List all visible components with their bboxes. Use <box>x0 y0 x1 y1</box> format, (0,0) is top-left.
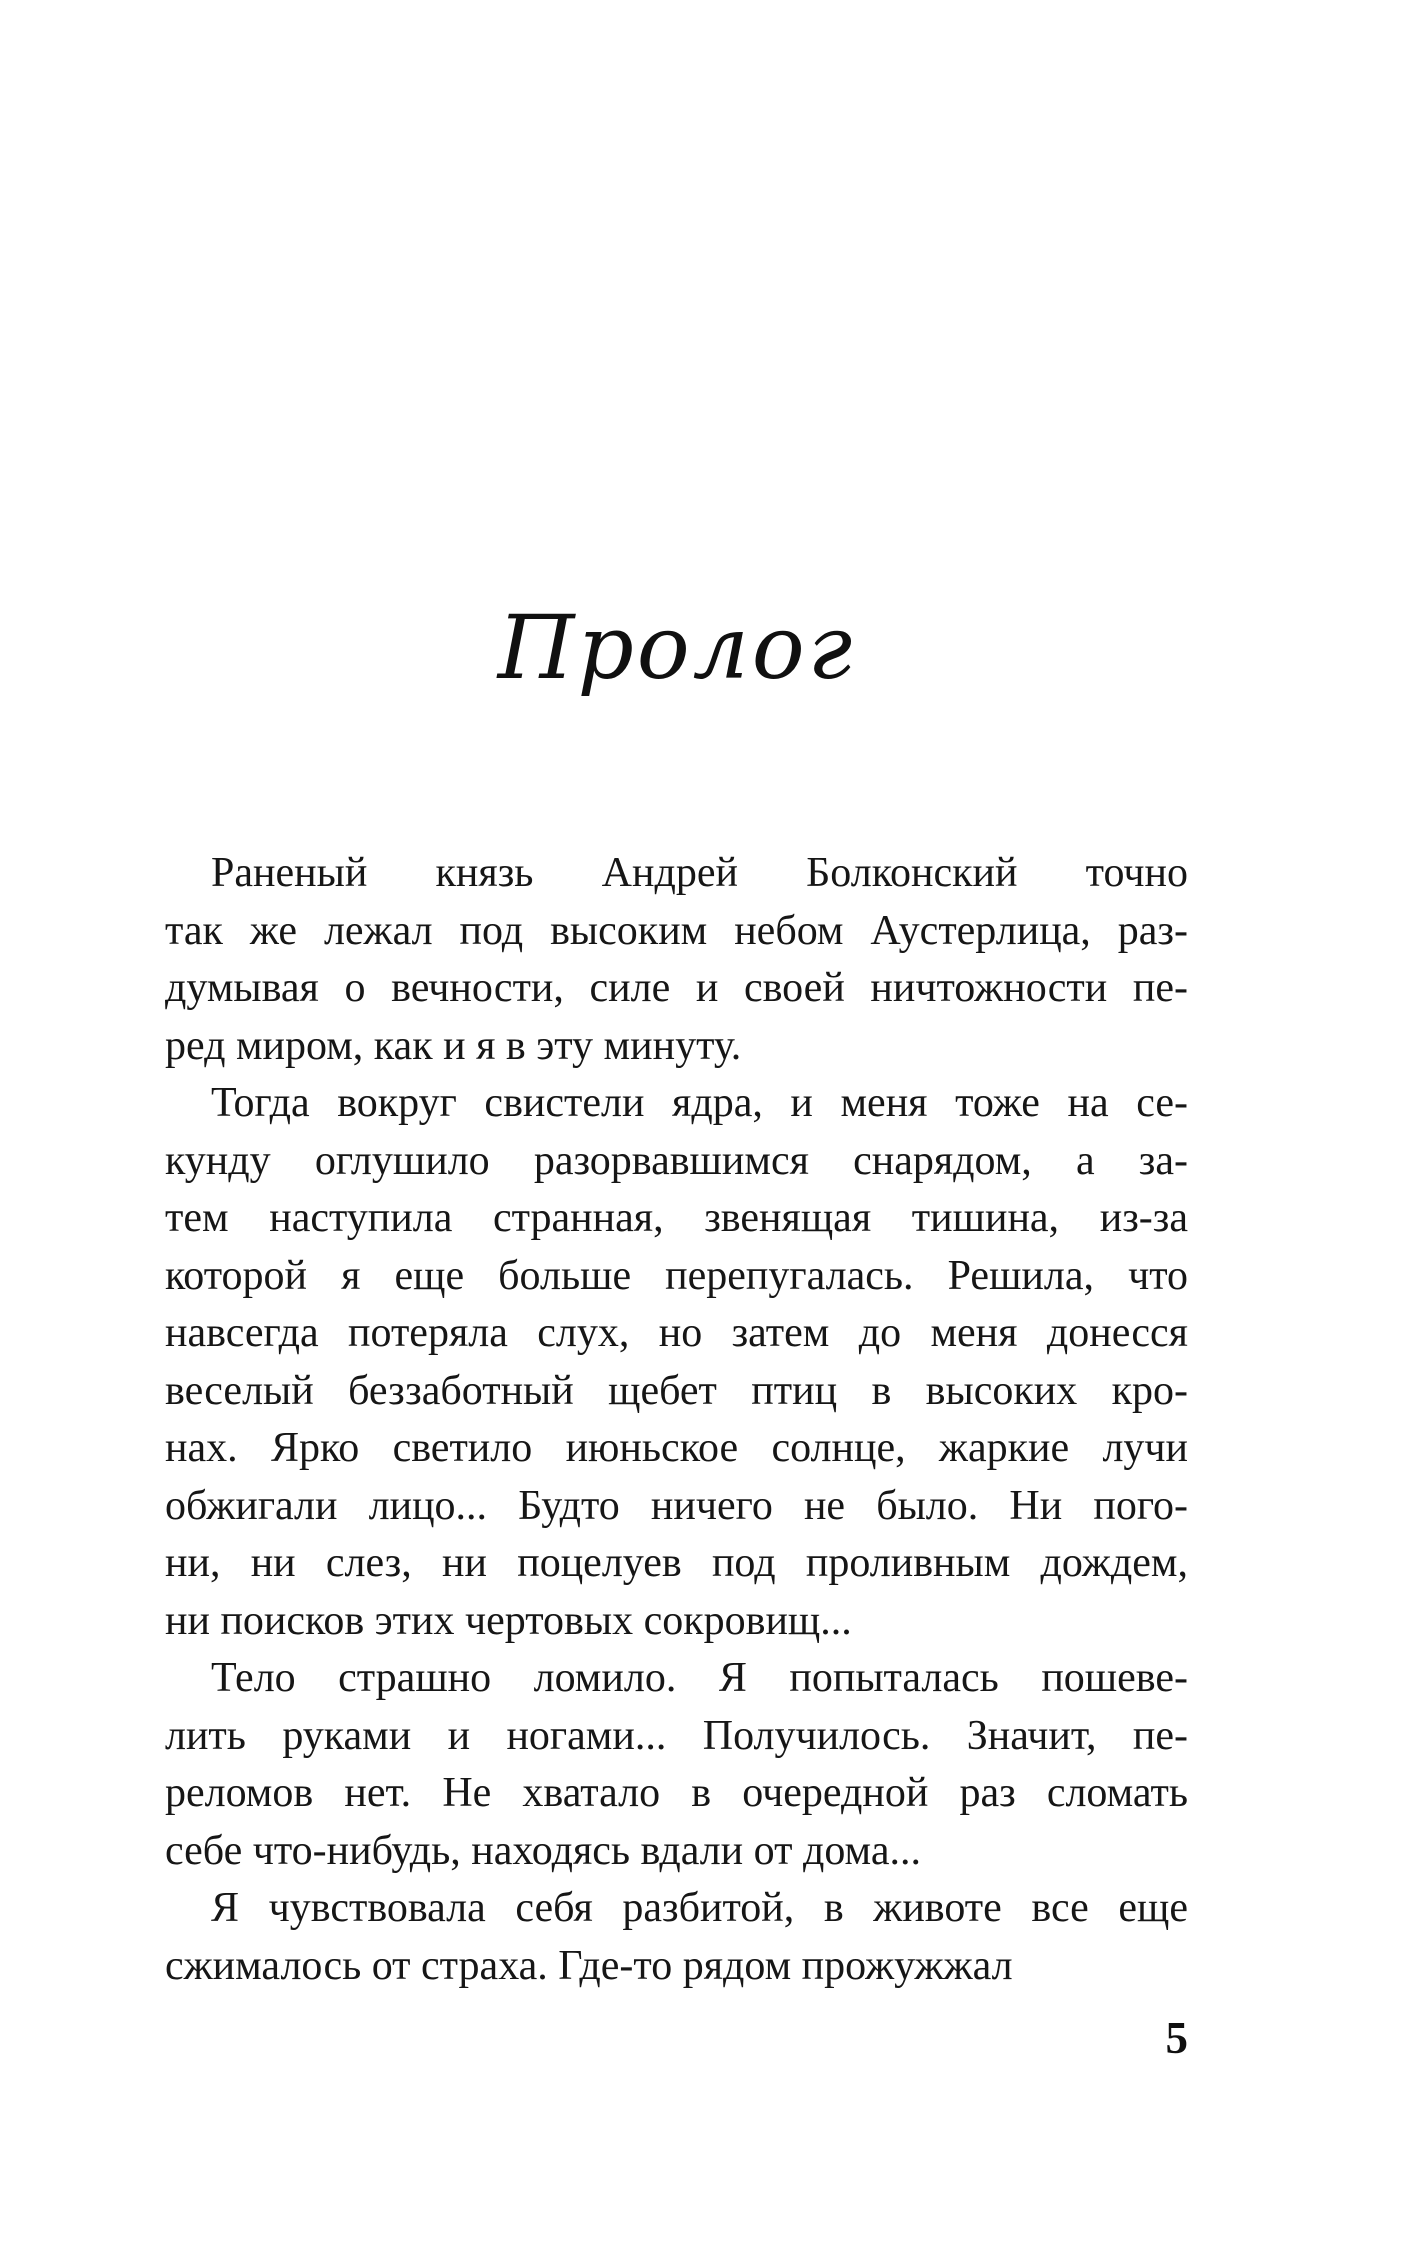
text-line: тем наступила странная, звенящая тишина, из-за <box>165 1195 1188 1241</box>
text-line: Тогда вокруг свистели ядра, и меня тоже на се- <box>211 1080 1188 1126</box>
text-line: реломов нет. Не хватало в очередной раз сломать <box>165 1770 1188 1816</box>
text-line: Тело страшно ломило. Я попыталась пошеве- <box>211 1655 1188 1701</box>
text-line: себе что-нибудь, находясь вдали от дома... <box>165 1827 921 1874</box>
chapter-title: Пролог <box>497 596 856 699</box>
paragraph <box>165 1880 1188 1995</box>
text-line: лить руками и ногами... Получилось. Значит, пе- <box>165 1712 1188 1759</box>
text-line: которой я еще больше перепугалась. Решила, что <box>165 1252 1188 1299</box>
text-line: веселый беззаботный щебет птиц в высоких кро- <box>165 1367 1188 1414</box>
paragraph <box>165 1075 1188 1650</box>
text-line: обжигали лицо... Будто ничего не было. Ни пого- <box>165 1482 1188 1529</box>
text-line: навсегда потеряла слух, но затем до меня донесся <box>165 1310 1188 1356</box>
text-line: ред миром, как и я в эту минуту. <box>165 1022 742 1069</box>
text-line: кунду оглушило разорвавшимся снарядом, а за- <box>165 1137 1188 1184</box>
paragraph <box>165 1650 1188 1880</box>
text-line: так же лежал под высоким небом Аустерлица, раз- <box>165 907 1188 954</box>
text-line: думывая о вечности, силе и своей ничтожности пе- <box>165 965 1188 1011</box>
text-line: ни, ни слез, ни поцелуев под проливным дождем, <box>165 1540 1188 1586</box>
text-line: Раненый князь Андрей Болконский точно <box>211 850 1188 896</box>
page-number: 5 <box>1165 2013 1188 2063</box>
paragraph <box>165 845 1188 1075</box>
text-line: сжималось от страха. Где-то рядом прожужжал <box>165 1942 1013 1989</box>
body-text <box>165 845 1188 1995</box>
text-line: нах. Ярко светило июньское солнце, жаркие лучи <box>165 1425 1188 1471</box>
text-line: ни поисков этих чертовых сокровищ... <box>165 1597 852 1644</box>
text-line: Я чувствовала себя разбитой, в животе все еще <box>211 1885 1188 1931</box>
